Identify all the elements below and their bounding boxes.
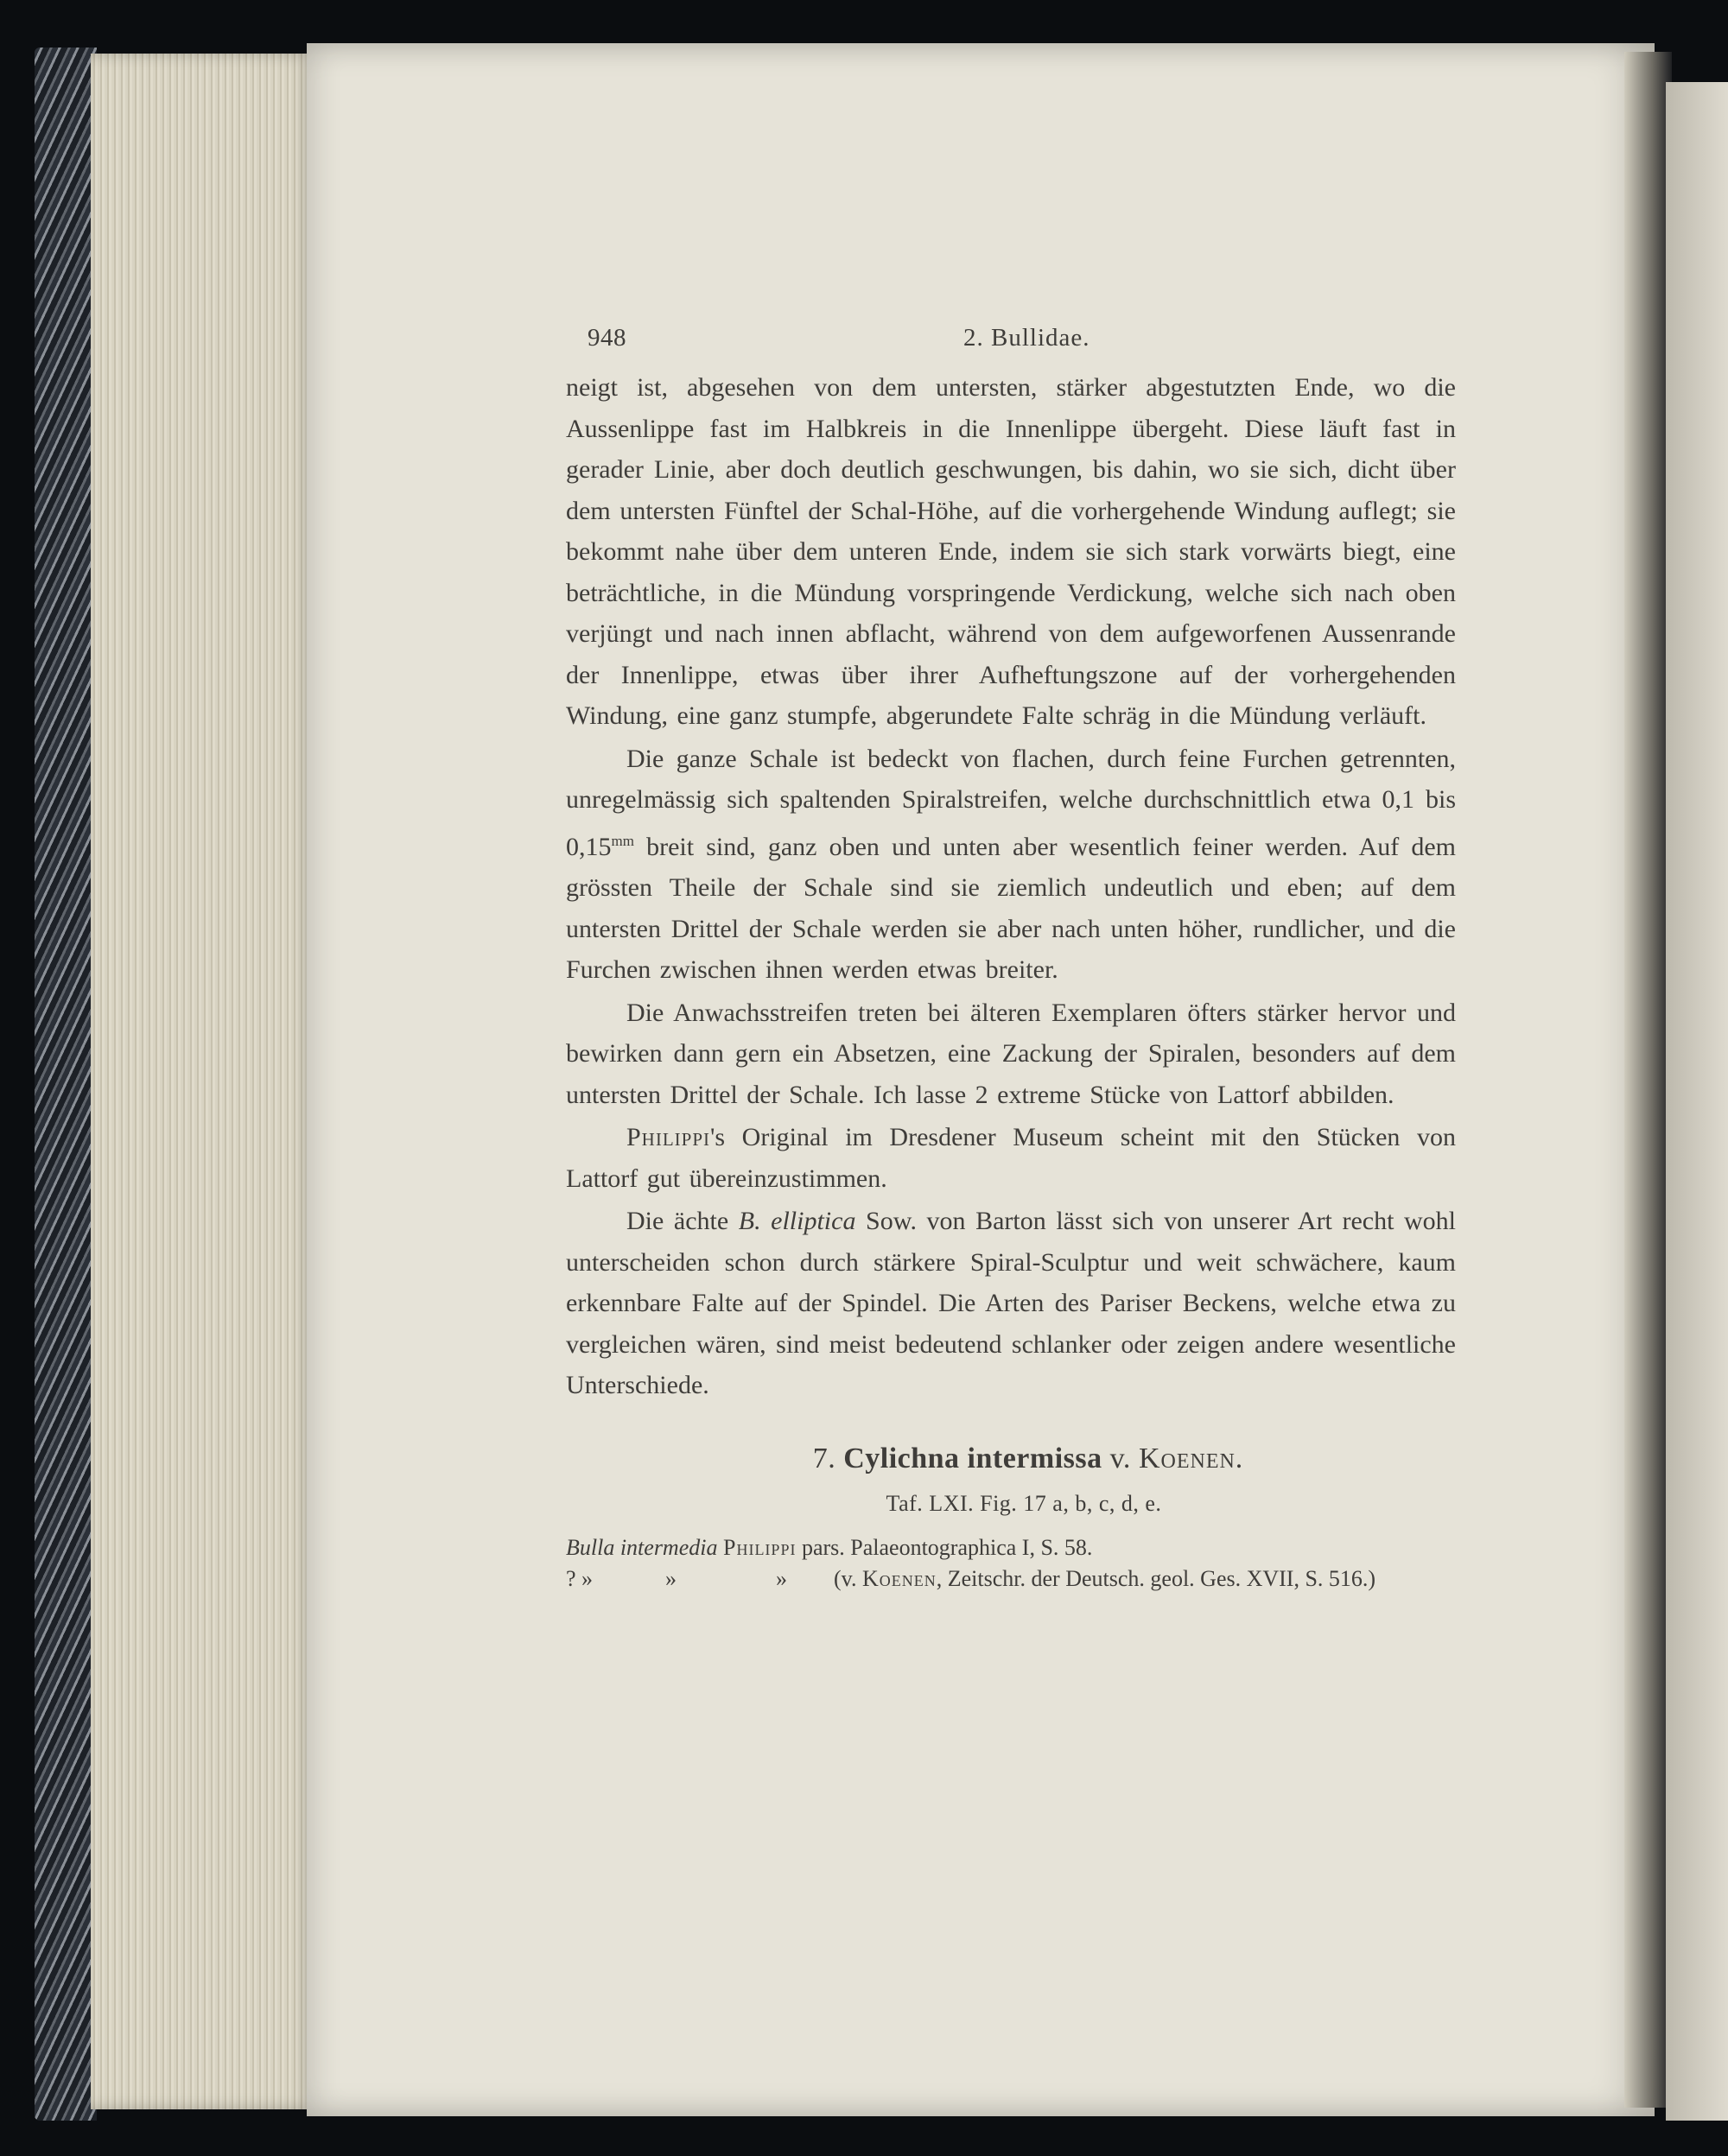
synonymy <box>566 1532 1456 1595</box>
synonym-ref-rest: , Zeitschr. der Deutsch. geol. Ges. XVII, S. 516.) <box>936 1565 1376 1591</box>
paragraph-2 <box>566 739 1456 991</box>
species-author: Koenen. <box>1138 1442 1244 1474</box>
paragraph-2-text-b: breit sind, ganz oben und unten aber wesentlich feiner werden. Auf dem grössten Theile der Schale sind sie ziemlich undeutlich und eben; auf dem untersten Drittel der Schale werden sie aber nach unten höher, rundlicher, und die Furchen zwischen ihnen werden etwas breiter. <box>566 832 1456 984</box>
paragraph-3: Die Anwachsstreifen treten bei älteren Exemplaren öfters stärker hervor und bewirken dann gern ein Absetzen, eine Zackung der Spiralen, besonders auf dem untersten Drittel der Schale. Ich lasse 2 extreme Stücke von Lattorf abbilden. <box>566 998 1456 1109</box>
facing-page-edge <box>1666 82 1728 2121</box>
paragraph-4 <box>566 1117 1456 1199</box>
page-edges <box>91 54 315 2109</box>
running-head-title: 2. Bullidae. <box>963 324 1090 352</box>
synonym-name: Bulla intermedia <box>566 1534 718 1560</box>
running-head <box>566 324 1456 367</box>
species-author-prefix: v. <box>1109 1442 1131 1474</box>
page-content <box>566 324 1456 1595</box>
synonym-ref-open: (v. <box>834 1565 862 1591</box>
paragraph-4-text: 's Original im Dresdener Museum scheint mit den Stücken von Lattorf gut übereinzustimmen. <box>566 1123 1456 1193</box>
synonym-reference: pars. Palaeontographica I, S. 58. <box>801 1534 1093 1560</box>
plate-reference: Taf. LXI. Fig. 17 a, b, c, d, e. <box>886 1490 1162 1516</box>
species-number: 7. <box>812 1442 836 1474</box>
paragraph-5-text-b: Sow. von Barton lässt sich von unserer Art recht wohl unterscheiden schon durch stärkere Spiral-Sculptur und weit schwächere, kaum erkennbare Falte auf der Spindel. Die Arten des Pariser Beckens, welche etwa zu vergleichen wären, sind meist bedeutend schlanker oder zeigen andere wesentliche Unterschiede. <box>566 1207 1456 1399</box>
paragraph-1: neigt ist, abgesehen von dem untersten, stärker abgestutzten Ende, wo die Aussenlippe fast im Halbkreis in die Innenlippe übergeht. Diese läuft fast in gerader Linie, aber doch deutlich geschwungen, bis dahin, wo sie sich, dicht über dem untersten Fünftel der Schal-Höhe, auf die vorhergehende Windung auflegt; sie bekommt nahe über dem unteren Ende, indem sie sich stark vorwärts biegt, eine beträchtliche, in die Mündung vorspringende Verdickung, welche sich nach oben verjüngt und nach innen abflacht, während von dem aufgeworfenen Aussenrande der Innenlippe, etwas über ihrer Aufheftungszone auf der vorhergehenden Windung, eine ganz stumpfe, abgerundete Falte schräg in die Mündung verläuft. <box>566 373 1456 730</box>
paragraph-5-text-a: Die ächte <box>626 1207 739 1235</box>
book-cover-spine <box>35 48 97 2121</box>
synonym-query-ditto: ? » <box>566 1565 594 1591</box>
ditto-mark-2: » <box>776 1565 787 1591</box>
paragraph-2-text-a: Die ganze Schale ist bedeckt von flachen, durch feine Furchen getrennten, unregelmässig sich spaltenden Spiralstreifen, welche durchschnittlich etwa 0,1 bis 0,15 <box>566 744 1456 861</box>
species-italic: B. elliptica <box>738 1207 856 1235</box>
unit-mm: mm <box>611 832 634 849</box>
species-heading <box>566 1443 1456 1475</box>
synonym-author-2: Koenen <box>861 1565 937 1591</box>
ditto-mark-1: » <box>665 1565 677 1591</box>
species-name: Cylichna intermissa <box>843 1442 1102 1474</box>
page-number: 948 <box>588 324 626 352</box>
author-philippi: Philippi <box>626 1123 711 1151</box>
synonym-reference-2 <box>834 1563 1375 1595</box>
synonym-author: Philippi <box>722 1534 797 1560</box>
book-gutter <box>1624 52 1672 2108</box>
synonymy-line-1 <box>566 1532 1092 1563</box>
paragraph-5 <box>566 1201 1456 1406</box>
